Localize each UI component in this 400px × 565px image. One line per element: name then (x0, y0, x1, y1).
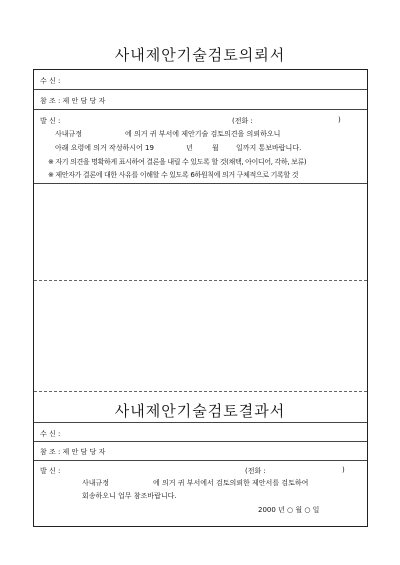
request-from-label: 발 신 : (40, 117, 61, 125)
result-date: 2000 년 ○ 월 ○ 일 (258, 506, 320, 514)
request-cc-label: 참 조 : 제 안 담 당 자 (40, 97, 106, 105)
request-body-month: 월 (212, 144, 219, 152)
request-body-line1: 에 의거 귀 부서에 제안기술 검토의견을 의뢰하오니 (125, 130, 281, 138)
review-result-title: 사내제안기술검토결과서 (114, 402, 286, 420)
request-body-regulation: 사내규정 (55, 130, 83, 138)
divider (34, 89, 367, 90)
request-body-deadline: 일까지 통보바랍니다. (236, 144, 302, 152)
request-phone-label: (전화 : (232, 117, 253, 125)
divider (34, 183, 367, 184)
dashed-divider (34, 391, 367, 392)
request-note-2: ※ 제안자가 결론에 대한 사유를 이해할 수 있도록 6하원칙에 의거 구체적으로 기록할 것 (48, 171, 299, 179)
divider (34, 441, 367, 442)
dashed-divider (34, 280, 367, 281)
result-from-label: 발 신 : (40, 467, 61, 475)
request-phone-close: ) (338, 116, 341, 124)
result-phone-close: ) (342, 466, 345, 474)
result-cc-label: 참 조 : 제 안 담 당 자 (40, 448, 106, 456)
result-to-label: 수 신 : (40, 430, 61, 438)
request-to-label: 수 신 : (40, 77, 61, 85)
result-body-line2: 회송하오니 업무 참조바랍니다. (82, 492, 177, 500)
result-body-regulation: 사내규정 (82, 479, 110, 487)
review-request-title: 사내제안기술검토의뢰서 (114, 46, 286, 64)
result-phone-label: (전화 : (245, 467, 266, 475)
divider (34, 422, 367, 423)
divider (34, 109, 367, 110)
request-body-line2: 아래 요령에 의거 작성하시어 19 (55, 144, 154, 152)
request-body-year: 년 (186, 144, 193, 152)
request-note-1: ※ 자기 의견을 명확하게 표시하여 결론을 내릴 수 있도록 할 것(채택, 아이디어, 각하, 보류) (48, 158, 307, 166)
divider (34, 460, 367, 461)
result-body-line1: 에 의거 귀 부서에서 검토의뢰한 제안서를 검토하여 (153, 479, 309, 487)
